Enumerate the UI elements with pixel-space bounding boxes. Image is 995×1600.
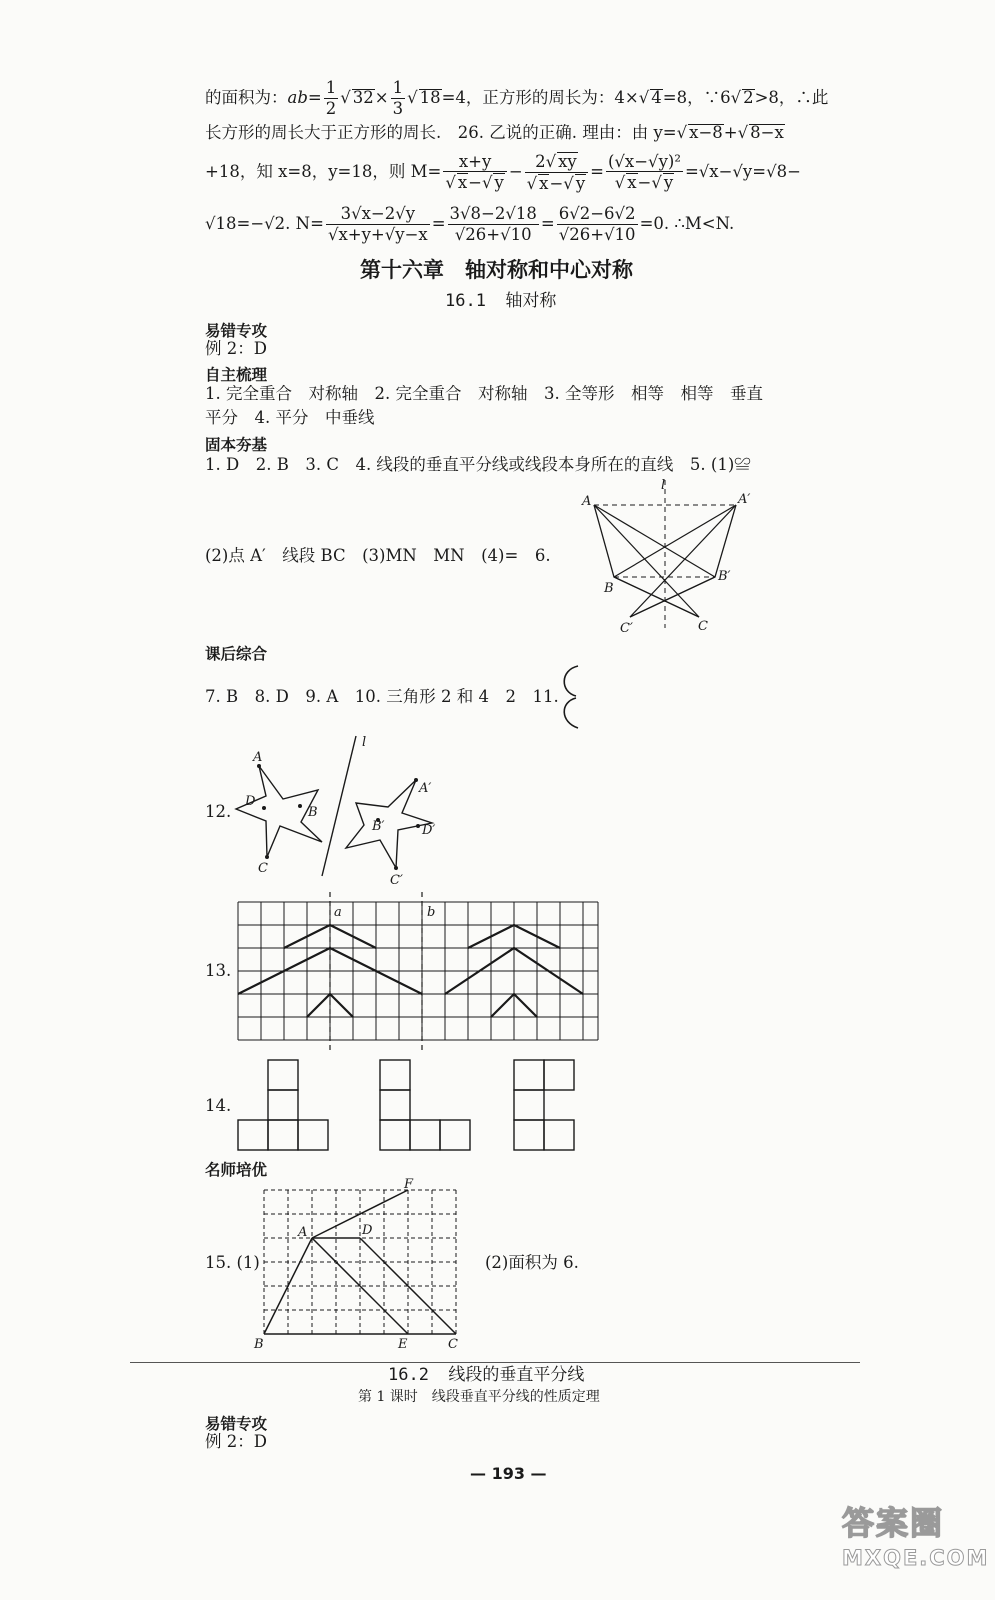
answers-guben-1: 1. D 2. B 3. C 4. 线段的垂直平分线或线段本身所在的直线 5. (1)≌ <box>205 455 751 474</box>
svg-text:l: l <box>362 735 367 750</box>
axis-l <box>322 736 356 876</box>
watermark-logo: 答案圈 MXQE.COM <box>842 1504 990 1570</box>
svg-text:b: b <box>427 905 436 920</box>
fraction-third: $\frac{1}{3}$ <box>392 78 404 118</box>
label-l: l <box>661 478 666 493</box>
question-14-label: 14. <box>205 1096 232 1115</box>
section-16-2-title: 16.2 线段的垂直平分线 <box>388 1365 585 1385</box>
text-line-3: +18，知 x=8，y=18，则 M= $\frac{x+y}{√ x-√ y}$ − $\frac{2√ xy}{√ x-√ y}$ = $\frac{\text{(√x−√y)²}}{√ x-√ y}$ =√x−√y=√8− <box>205 151 801 193</box>
svg-text:E: E <box>398 1337 408 1352</box>
fraction-m2: $\frac{2√ xy}{√ x-√ y}$ <box>525 152 589 192</box>
heading-guben: 固本夯基 <box>205 436 268 454</box>
fraction-half: $\frac{1}{2}$ <box>325 78 337 118</box>
question-13-label: 13. <box>205 961 232 980</box>
figure-q15 <box>250 1172 470 1352</box>
fraction-n1: $\frac{3√x-2√y}{√x+y+√y-x}$ <box>327 204 428 244</box>
svg-text:C′: C′ <box>390 873 403 888</box>
svg-text:C: C <box>448 1337 458 1352</box>
text-line-1: 的面积为： ab = $\frac{1}{2}$ √ 32 × $\frac{1}{3}$ √ 18 =4，正方形的周长为：4× √ 4 =8，∵6 √ 2 >8，∴此 <box>205 78 829 118</box>
figure-q14 <box>230 1052 590 1156</box>
text-line-4: √18=−√2. N= $\frac{3√x-2√y}{√x+y+√y-x}$ = $\frac{3√8-2√18}{√26+√10}$ = $\frac{6√2-6√2}{√26+√10}$ =0. ∴M<N. <box>205 204 735 244</box>
heading-zizhu: 自主梳理 <box>205 366 268 384</box>
text-line-2: 长方形的周长大于正方形的周长. 26. 乙说的正确. 理由：由 y= √ x−8 + √ 8−x <box>205 122 784 142</box>
figure-q6 <box>578 476 768 636</box>
svg-text:A′: A′ <box>419 781 432 796</box>
label-A: A <box>582 494 592 509</box>
heading-kehou: 课后综合 <box>205 645 268 663</box>
answers-kehou: 7. B 8. D 9. A 10. 三角形 2 和 4 2 11. <box>205 687 559 706</box>
heading-mingshi: 名师培优 <box>205 1161 268 1179</box>
svg-text:D: D <box>245 794 256 809</box>
figure-q12 <box>228 730 458 890</box>
heading-yicuo-2: 易错专攻 <box>205 1415 268 1433</box>
question-15-label-2: (2)面积为 6. <box>485 1253 579 1272</box>
svg-text:A: A <box>253 750 263 765</box>
answers-zizhu-1: 1. 完全重合 对称轴 2. 完全重合 对称轴 3. 全等形 相等 相等 垂直 <box>205 384 763 403</box>
svg-text:a: a <box>334 905 342 920</box>
label-Bp: B′ <box>718 569 731 584</box>
question-12-label: 12. <box>205 802 232 821</box>
svg-text:A: A <box>298 1225 308 1240</box>
page-number: — 193 — <box>470 1464 547 1483</box>
question-15-label-1: 15. (1) <box>205 1253 260 1272</box>
figure-q13 <box>230 890 610 1056</box>
label-B: B <box>604 581 614 596</box>
label-Ap: A′ <box>738 492 751 507</box>
fraction-n3: $\frac{6√2-6√2}{√26+√10}$ <box>558 204 636 244</box>
example-answer-2: 例 2：D <box>205 1432 267 1451</box>
svg-text:B: B <box>254 1337 264 1352</box>
chapter-title: 第十六章 轴对称和中心对称 <box>360 258 633 282</box>
label-C: C <box>698 619 708 634</box>
svg-text:D: D <box>362 1223 373 1238</box>
label-Cp: C′ <box>620 621 633 636</box>
section-16-1-title: 16.1 轴对称 <box>445 291 557 311</box>
heading-yicuo: 易错专攻 <box>205 322 268 340</box>
svg-text:F: F <box>404 1177 414 1192</box>
fraction-m3: $\frac{\text{(√x−√y)²}}{√ x-√ y}$ <box>607 151 681 192</box>
fraction-m1: $\frac{x+y}{√ x-√ y}$ <box>443 153 507 192</box>
example-answer: 例 2：D <box>205 339 267 358</box>
svg-text:B: B <box>308 805 318 820</box>
svg-text:B′: B′ <box>372 819 385 834</box>
figure-q11 <box>556 662 586 732</box>
fraction-n2: $\frac{3√8-2√18}{√26+√10}$ <box>449 204 537 244</box>
lesson-title: 第 1 课时 线段垂直平分线的性质定理 <box>358 1389 600 1405</box>
answers-zizhu-2: 平分 4. 平分 中垂线 <box>205 408 375 427</box>
svg-text:C: C <box>258 861 268 876</box>
answers-guben-2: (2)点 A′ 线段 BC (3)MN MN (4)= 6. <box>205 546 551 565</box>
svg-text:D′: D′ <box>422 823 436 838</box>
